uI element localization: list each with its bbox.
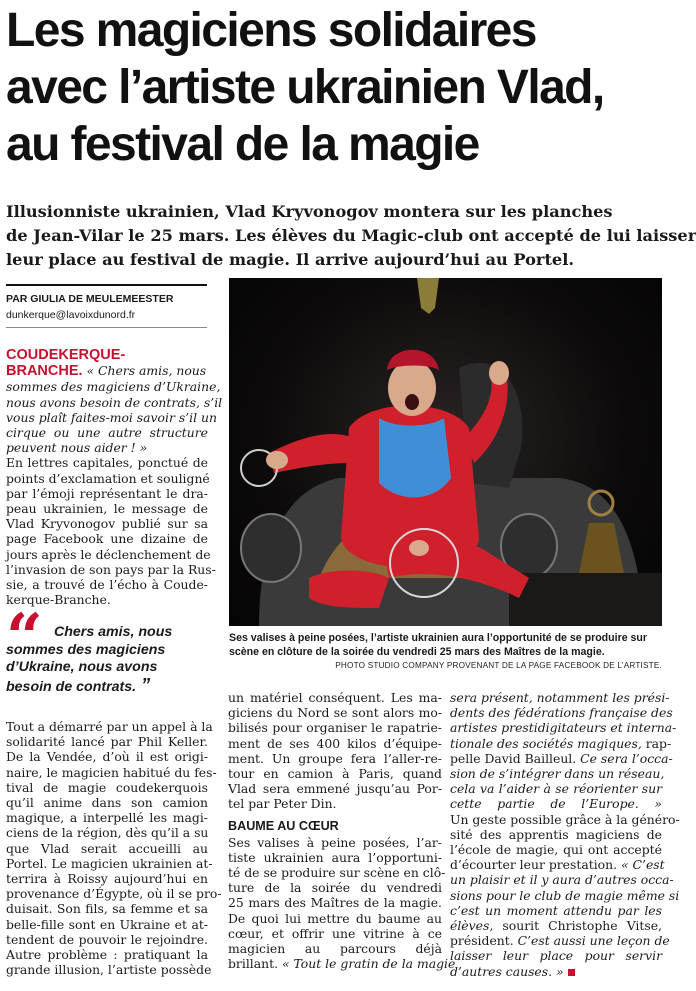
article-line: tival de magie coudekerquois [6,779,208,795]
magician-photo [229,278,662,626]
article-text: sions pour le club de magie même si [450,887,680,903]
pull-quote-line: sommes des magiciens [6,641,166,658]
pull-quote-line: besoin de contrats. ” [6,674,151,695]
article-line [450,933,670,949]
article-text: cette partie de l’Europe. » [450,796,662,812]
article-text: « Chers amis, nous [82,363,207,379]
headline-line: avec l’artiste ukrainien Vlad, [6,61,604,114]
article-line: ciens de la région, dès qu’il a su [6,825,209,841]
article-line: page Facebook une dizaine de [6,531,208,547]
standfirst-line: Illusionniste ukrainien, Vlad Kryvonogov montera sur les planches [6,202,613,221]
article-text: pelle David Bailleul. [450,750,577,766]
article-line: Autre problème : pratiquant la [6,947,208,963]
article-text: « C’est [617,857,665,873]
article-photo [229,278,662,626]
article-line [450,827,662,842]
article-line [6,363,208,379]
article-column-1 [6,347,223,608]
article-line: Vlad Kryvonogov publié sur sa [6,516,208,532]
article-line: bilisés pour organiser le rapatrie- [228,720,442,736]
article-text: dents des fédérations française des [450,705,673,721]
article-line: De la Vendée, d’où il est origi- [6,749,208,765]
article-line: duisait. Son fils, sa femme et sa [6,901,208,917]
article-line: peau ukrainien, le message de [6,501,208,517]
article-line [450,842,662,857]
article-text: l’école de magie, qui ont accepté [450,842,662,858]
mouth-icon [405,394,419,410]
article-line: nous avons besoin de contrats, s’il [6,394,223,410]
article-text: d’autres causes. » [450,963,564,979]
article-line: ment. Un groupe fera l’aller-re- [228,750,442,766]
article-line [450,872,674,888]
article-line [450,690,670,705]
article-line [450,857,665,873]
article-line: belle-fille sont en Ukraine et at- [6,916,208,932]
byline-email: dunkerque@lavoixdunord.fr [6,309,136,321]
side-table-icon [509,573,662,626]
article-line: Vlad sera emmené jusqu’au Por- [228,781,442,797]
article-line [450,720,677,736]
article-text: Ce sera l’occa- [576,750,673,766]
article-line [450,735,672,751]
quote-close-icon: ” [136,674,151,695]
article-text: sera présent, notamment les prési- [450,690,670,705]
tassel-icon [417,278,439,314]
hand-icon [266,451,288,469]
section-subhead: BAUME AU CŒUR [228,818,339,833]
article-line: provenance d’Égypte, où il se pro- [6,886,222,902]
article-line: ture de la soirée du vendredi [228,880,442,896]
article-text: élèves, [450,918,494,934]
article-line: sie, a trouvé de l’écho à Coude- [6,577,208,593]
article-text: tionale des sociétés magiques, [450,735,642,751]
standfirst-line: de Jean-Vilar le 25 mars. Les élèves du Magic-club ont accepté de lui laisser [6,226,696,245]
article-line: tendent de pouvoir le rejoindre. [6,931,208,947]
article-column-3 [450,690,680,979]
standfirst-line: leur place au festival de magie. Il arrive aujourd’hui au Portel. [6,250,575,269]
standfirst [6,200,696,272]
article-line [450,796,662,811]
article-line: En lettres capitales, ponctué de [6,455,208,471]
article-line: terrira à Roissy aujourd’hui en [6,871,208,887]
article-line: tiste ukrainien aura l’opportuni- [228,849,442,865]
dateline: BRANCHE. [6,363,83,380]
article-line: solidarité lancé par Phil Keller. [6,734,208,750]
article-text: laisser leur place pour servir [450,948,662,964]
chair-armrest-icon [241,514,301,582]
byline-rule [6,327,207,328]
article-line: magicien au parcours déjà [228,941,442,957]
article-text: brillant. [228,956,282,972]
byline [6,291,207,323]
article-line: l’invasion de son pays par la Rus- [6,561,216,577]
article-text: cela va l’aider à se réorienter sur [450,781,662,797]
ruffle-collar-icon [379,418,451,497]
article-line [450,887,680,903]
article-line: grande illusion, l’artiste possède [6,962,212,978]
pull-quote-line: Chers amis, nous [54,624,173,640]
article-line: vous plaît faites-moi savoir s’il un [6,409,217,425]
article-line [450,811,680,827]
article-line: qu’il anime dans son camion [6,795,208,811]
article-text: président. [450,933,514,949]
photo-credit: PHOTO STUDIO COMPANY PROVENANT DE LA PAGE FACEBOOK DE L’ARTISTE. [335,661,662,670]
article-text: sourit Christophe Vitse, [493,918,662,934]
hand-icon [489,361,509,385]
article-text: « Tout le gratin de la magie [281,956,456,972]
photo-caption [229,631,662,659]
article-line [450,705,673,721]
dateline: COUDEKERQUE- [6,347,126,363]
article-line: un matériel conséquent. Les ma- [228,690,442,705]
article-column-1-continued [6,719,222,978]
article-line: Ses valises à peine posées, l’ar- [228,834,442,850]
article-line: Tout a démarré par un appel à la [6,719,213,734]
article-line [450,903,662,918]
article-line: De quoi lui mettre du baume au [228,910,442,926]
article-line [6,347,208,363]
article-line: cœur, et offrir une vitrine à ce [228,925,442,941]
article-text: c’est un moment attendu par les [450,902,662,918]
headline-line: Les magiciens solidaires [6,4,536,57]
leg-icon [309,571,389,609]
article-line: points d’exclamation et souligné [6,470,210,486]
article-line [450,948,662,963]
article-line [450,750,673,766]
article-line [450,781,662,796]
article-line: giciens du Nord se sont alors mo- [228,705,442,721]
article-line [228,956,456,972]
article-line: jours après le déclenchement de [6,546,211,562]
article-line: kerque-Branche. [6,592,111,608]
article-line: sommes des magiciens d’Ukraine, [6,379,221,395]
byline-rule [6,284,207,286]
article-text: d’écourter leur prestation. [450,857,618,873]
article-text: sité des apprentis magiciens de [450,826,662,842]
article-line: tour en camion à Paris, quand [228,766,442,782]
article-line: naire, le magicien habitué du fes- [6,764,217,780]
article-line: ment de ses 400 kilos d’équipe- [228,735,442,751]
article-line: 25 mars des Maîtres de la magie. [228,895,442,911]
headline-line: au festival de la magie [6,118,479,171]
article-line: magique, a interpellé les magi- [6,810,208,826]
article-line: té de se produire sur scène en clô- [228,865,446,881]
end-mark-icon [568,969,575,976]
article-line [450,964,662,979]
article-line: cirque ou une autre structure [6,425,208,441]
article-text: rap- [641,735,672,751]
article-text: sion de s’intégrer dans un réseau, [450,766,665,782]
article-text: un plaisir et il y aura d’autres occa- [450,872,674,888]
quote-mark-icon: “ [6,600,43,675]
caption-line: scène en clôture de la soirée du vendredi 25 mars des Maîtres de la magie. [229,646,605,658]
article-column-2 [228,690,456,972]
article-line: peuvent nous aider ! » [6,440,148,456]
article-text: C’est aussi une leçon de [513,933,670,949]
article-line [450,766,665,782]
hand-icon [409,540,429,556]
byline-author: PAR GIULIA DE MEULEMEESTER [6,293,174,305]
headline [6,2,662,173]
article-line: tel par Peter Din. [228,796,337,812]
article-text: artistes prestidigitateurs et interna- [450,720,677,736]
article-line: Portel. Le magicien ukrainien at- [6,855,213,871]
article-text: Un geste possible grâce à la généro- [450,811,680,827]
caption-line: Ses valises à peine posées, l’artiste ukrainien aura l’opportunité de se produire sur [229,632,648,644]
pull-quote-line: d’Ukraine, nous avons [6,659,158,675]
article-line: que Vlad serait accueilli au [6,840,208,856]
article-line: par l’émoji représentant le dra- [6,485,208,501]
article-line [450,918,662,933]
